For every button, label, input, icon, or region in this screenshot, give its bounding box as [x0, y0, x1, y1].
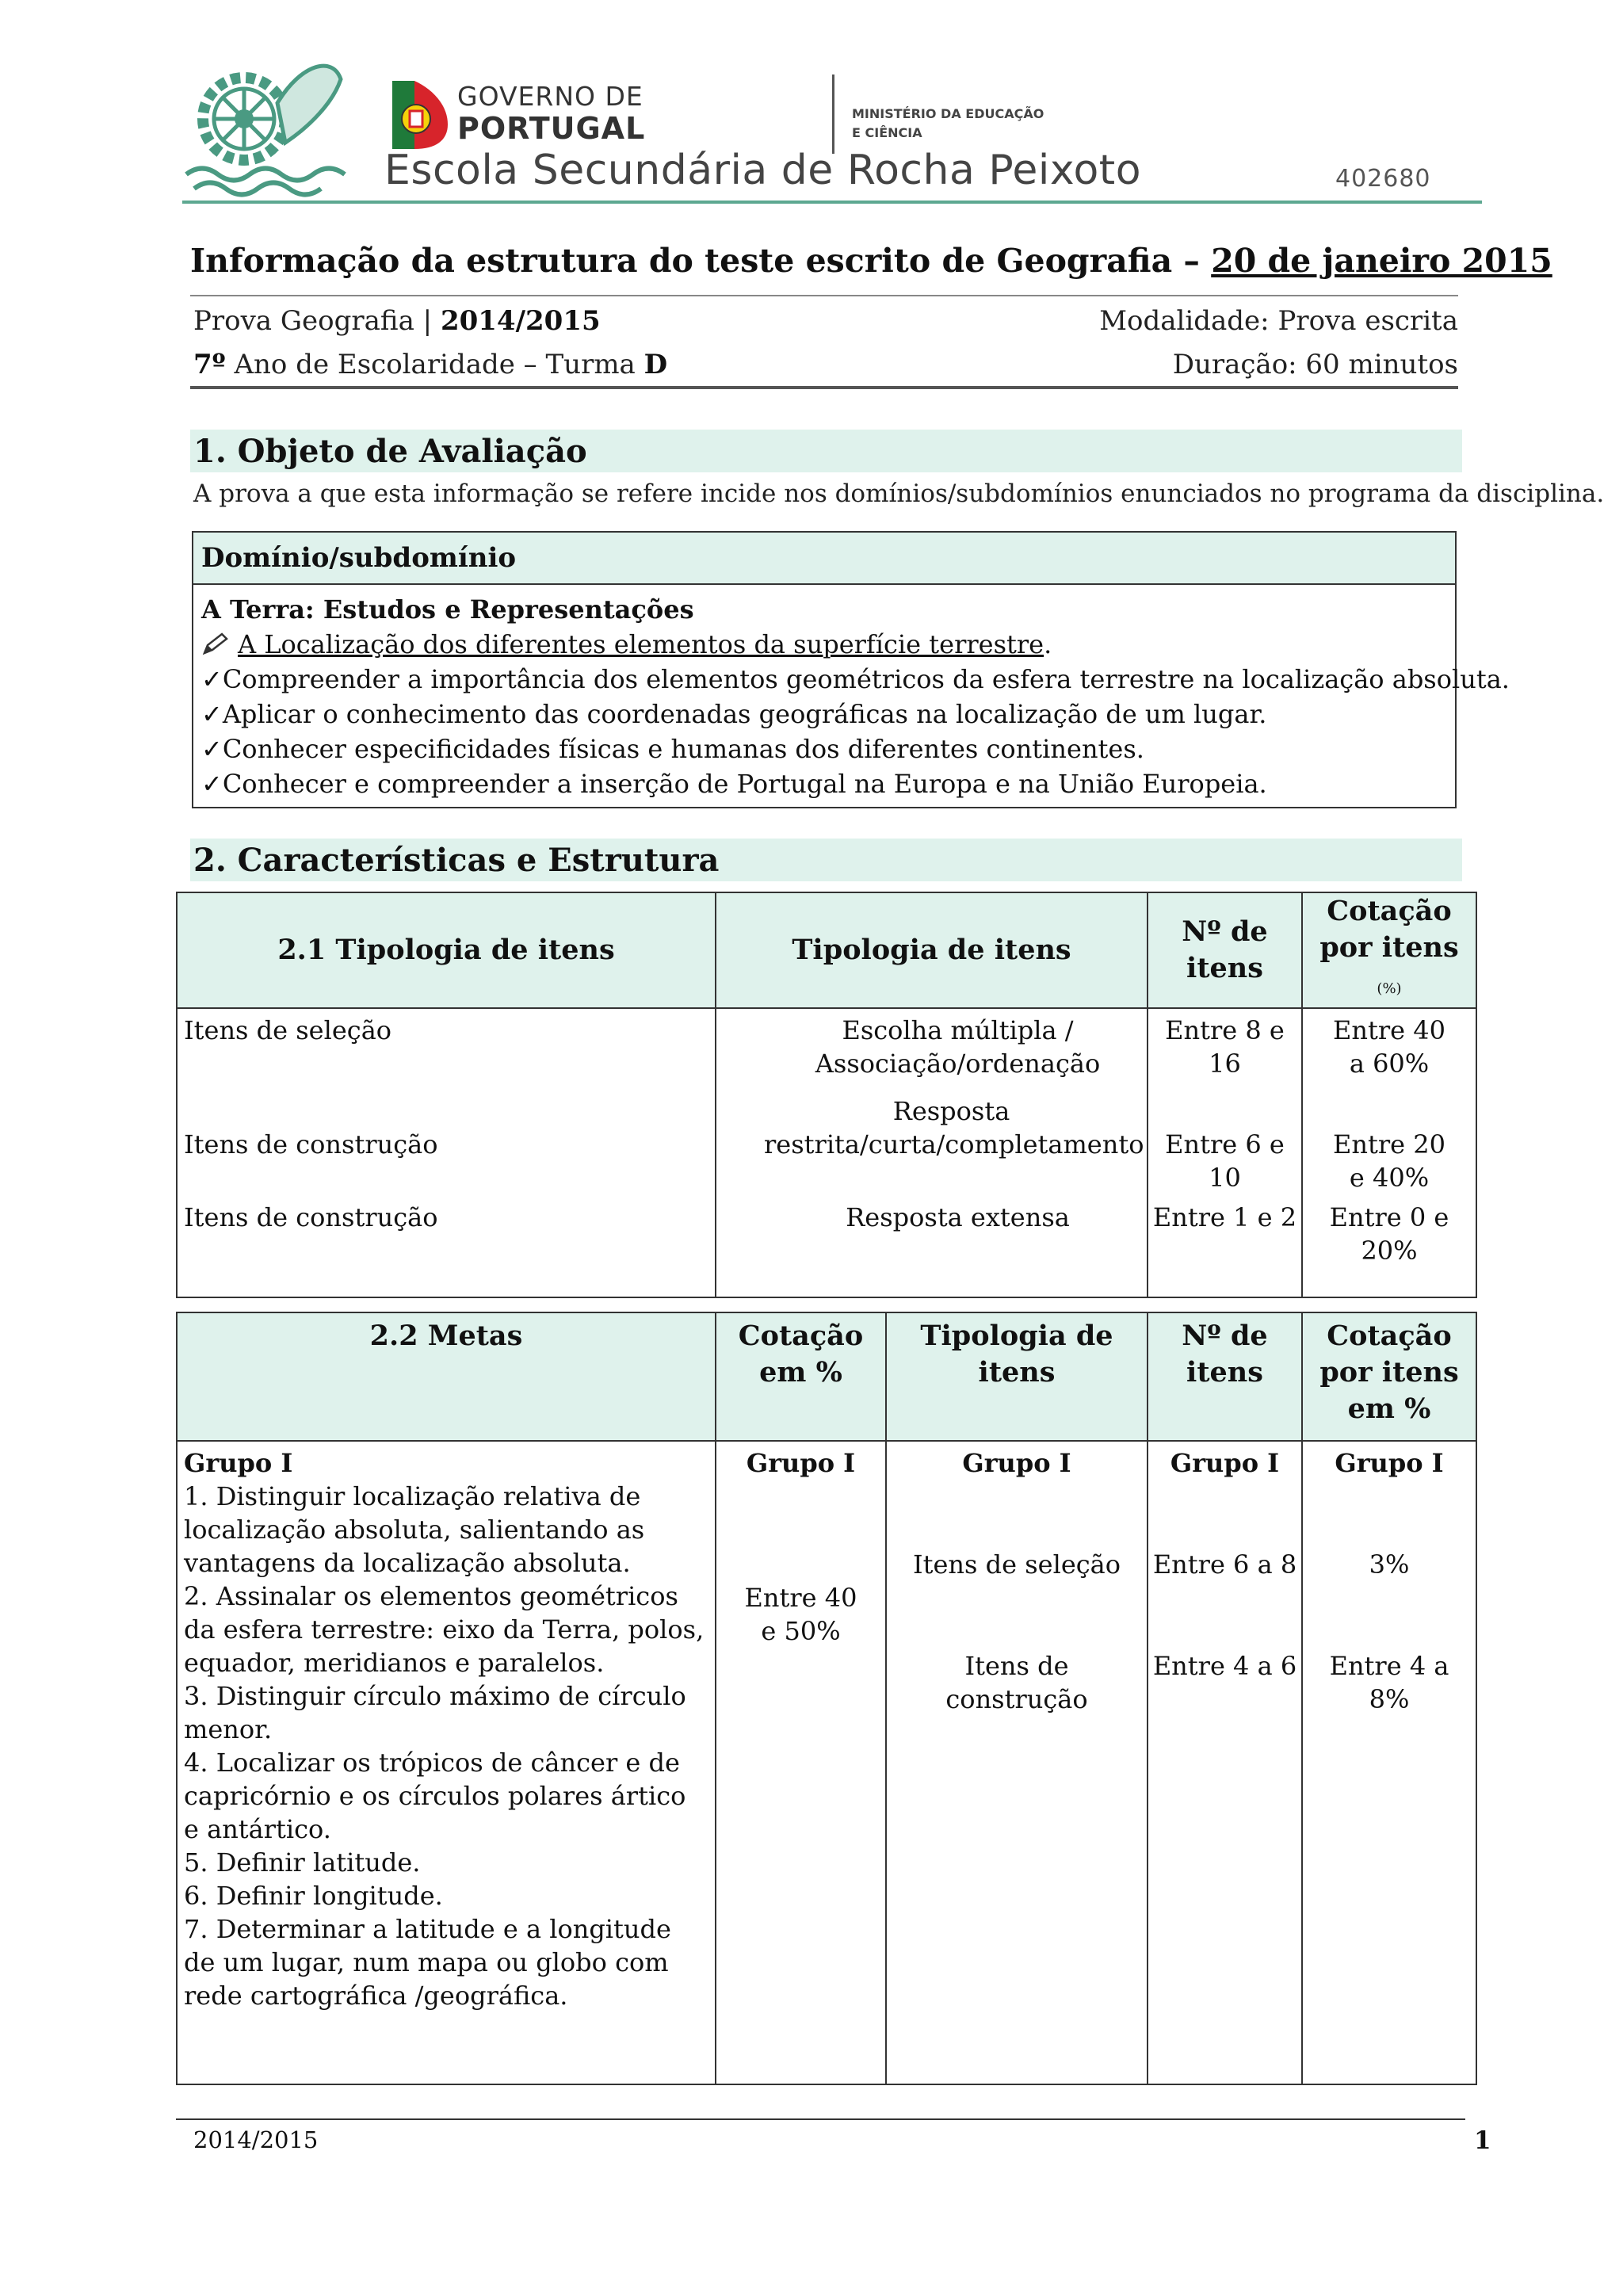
duration: Duração: 60 minutos — [1172, 349, 1458, 380]
gov-line2: PORTUGAL — [457, 111, 646, 146]
table-row — [177, 1091, 1476, 1194]
exam-prefix: Prova Geografia | — [193, 305, 441, 337]
t1-r2-type-line1: Resposta — [892, 1096, 1010, 1126]
meta-item: 6. Definir longitude. — [184, 1881, 443, 1911]
t1-header-quote-label: Cotação por itens — [1319, 895, 1459, 964]
exam-info — [193, 305, 601, 337]
t2-type-row2: Itens de construção — [945, 1651, 1088, 1714]
domain-box — [192, 531, 1510, 808]
t2-header-quote: Cotação em % — [716, 1312, 886, 1441]
t1-r1-quote: Entre 40 a 60% — [1302, 1008, 1476, 1091]
title-main: Informação da estrutura do teste escrito de Geografia – — [190, 242, 1212, 280]
meta-item: 7. Determinar a latitude e a longitude de um lugar, num mapa ou globo com rede cartográfica /geográfica. — [184, 1914, 671, 2011]
check-icon: ✓ — [201, 734, 223, 764]
school-code: 402680 — [1335, 165, 1431, 193]
section1-title: 1. Objeto de Avaliação — [193, 433, 587, 470]
school-name: Escola Secundária de Rocha Peixoto — [384, 147, 1142, 194]
grade-info — [193, 349, 667, 380]
portugal-flag-icon — [392, 81, 448, 149]
goal-text: Compreender a importância dos elementos geométricos da esfera terrestre na localização absoluta. — [222, 664, 1510, 694]
t2-type-cell — [886, 1441, 1148, 2084]
footer-rule — [176, 2118, 1465, 2120]
t1-header-type: Tipologia de itens — [716, 892, 1148, 1008]
t2-quote-cell — [716, 1441, 886, 2084]
t2-group-label: Grupo I — [1335, 1448, 1444, 1478]
section2-header — [190, 839, 1462, 881]
t2-item-quote-cell — [1302, 1441, 1476, 2084]
table-row — [177, 1008, 1476, 1091]
t1-r3-kind: Itens de construção — [177, 1194, 716, 1297]
gov-divider — [832, 74, 834, 154]
t1-r3-type: Resposta extensa — [716, 1194, 1148, 1297]
pencil-icon — [201, 632, 230, 656]
footer-year: 2014/2015 — [193, 2126, 319, 2153]
t2-header-metas: 2.2 Metas — [177, 1312, 716, 1441]
check-icon: ✓ — [201, 664, 223, 694]
domain-header-label: Domínio/subdomínio — [201, 542, 517, 574]
title-date: 20 de janeiro 2015 — [1211, 242, 1552, 280]
goal-item — [201, 734, 1144, 764]
grade-num: 7º — [193, 349, 226, 380]
t1-r3-quote: Entre 0 e 20% — [1302, 1194, 1476, 1297]
t1-header-pct-note: (%) — [1377, 980, 1402, 997]
class-letter: D — [643, 349, 668, 380]
page-number: 1 — [1474, 2126, 1491, 2155]
exam-year: 2014/2015 — [440, 305, 601, 337]
t1-r2-quote: Entre 20 e 40% — [1302, 1091, 1476, 1194]
meta-item: 5. Definir latitude. — [184, 1847, 421, 1878]
section2-title: 2. Características e Estrutura — [193, 842, 720, 879]
meta-item: 1. Distinguir localização relativa de localização absoluta, salientando as vantagens da localização absoluta. — [184, 1481, 645, 1578]
item-types-table — [176, 892, 1477, 1298]
goals-table — [176, 1312, 1477, 2085]
t1-r1-kind: Itens de seleção — [177, 1008, 716, 1091]
t2-group-label: Grupo I — [184, 1448, 293, 1478]
t1-r1-type: Escolha múltipla / Associação/ordenação — [716, 1008, 1148, 1091]
ministry-line1: MINISTÉRIO DA EDUCAÇÃO — [852, 106, 1044, 121]
section1-intro: A prova a que esta informação se refere incide nos domínios/subdomínios enunciados no programa da disciplina. — [193, 479, 1605, 508]
check-icon: ✓ — [201, 699, 223, 729]
meta-item: 2. Assinalar os elementos geométricos da esfera terrestre: eixo da Terra, polos, equador, meridianos e paralelos. — [184, 1581, 705, 1678]
t2-group-label: Grupo I — [746, 1448, 856, 1478]
t2-header-item-quote: Cotação por itens em % — [1302, 1312, 1476, 1441]
t2-group-label: Grupo I — [1170, 1448, 1280, 1478]
t2-item-quote-row2: Entre 4 a 8% — [1329, 1651, 1449, 1714]
t2-type-row1: Itens de seleção — [912, 1549, 1121, 1580]
goal-text: Conhecer e compreender a inserção de Portugal na Europa e na União Europeia. — [222, 769, 1267, 799]
modality: Modalidade: Prova escrita — [1099, 305, 1458, 337]
meta-item: 4. Localizar os trópicos de câncer e de capricórnio e os círculos polares ártico e antártico. — [184, 1748, 686, 1844]
t2-header-type: Tipologia de itens — [886, 1312, 1148, 1441]
header-rule — [182, 201, 1482, 204]
meta-rule — [190, 386, 1458, 389]
goal-text: Conhecer especificidades físicas e humanas dos diferentes continentes. — [222, 734, 1144, 764]
t1-header-quote — [1302, 892, 1476, 1008]
t1-r2-kind: Itens de construção — [177, 1091, 716, 1194]
goal-item — [201, 664, 1510, 694]
t1-r2-type — [716, 1091, 1148, 1194]
goal-item — [201, 769, 1267, 799]
table-row — [177, 1441, 1476, 2084]
t2-count-row1: Entre 6 a 8 — [1152, 1549, 1297, 1580]
document-title — [190, 242, 1552, 280]
subdomain-text: A Localização dos diferentes elementos da superfície terrestre — [238, 629, 1044, 659]
check-icon: ✓ — [201, 769, 223, 799]
ministry-line2: E CIÊNCIA — [852, 125, 922, 140]
t2-count-row2: Entre 4 a 6 — [1152, 1651, 1297, 1681]
table-row — [177, 1194, 1476, 1297]
subdomain-end: . — [1044, 629, 1052, 659]
domain-header — [193, 533, 1455, 585]
gov-line1: GOVERNO DE — [457, 81, 643, 112]
t2-quote-total: Entre 40 e 50% — [744, 1583, 857, 1646]
section1-header — [190, 430, 1462, 472]
t2-metas-cell — [177, 1441, 716, 2084]
goal-item — [201, 699, 1266, 729]
header-logo — [182, 55, 1482, 214]
t1-r2-type-line2: restrita/curta/completamento — [764, 1129, 1144, 1159]
t1-r3-count: Entre 1 e 2 — [1148, 1194, 1302, 1297]
title-rule — [190, 295, 1458, 296]
domain-title: A Terra: Estudos e Representações — [201, 594, 694, 625]
goal-text: Aplicar o conhecimento das coordenadas geográficas na localização de um lugar. — [222, 699, 1267, 729]
t2-group-label: Grupo I — [962, 1448, 1071, 1478]
t1-header-count: Nº de itens — [1148, 892, 1302, 1008]
t2-item-quote-row1: 3% — [1369, 1549, 1410, 1580]
t2-header-count: Nº de itens — [1148, 1312, 1302, 1441]
t1-r2-count: Entre 6 e 10 — [1148, 1091, 1302, 1194]
subdomain-line — [201, 629, 1052, 659]
t1-header-kind: 2.1 Tipologia de itens — [177, 892, 716, 1008]
school-emblem-icon — [182, 55, 365, 202]
grade-text: Ano de Escolaridade – Turma — [225, 349, 644, 380]
t2-count-cell — [1148, 1441, 1302, 2084]
meta-item: 3. Distinguir círculo máximo de círculo menor. — [184, 1681, 686, 1744]
t1-r1-count: Entre 8 e 16 — [1148, 1008, 1302, 1091]
